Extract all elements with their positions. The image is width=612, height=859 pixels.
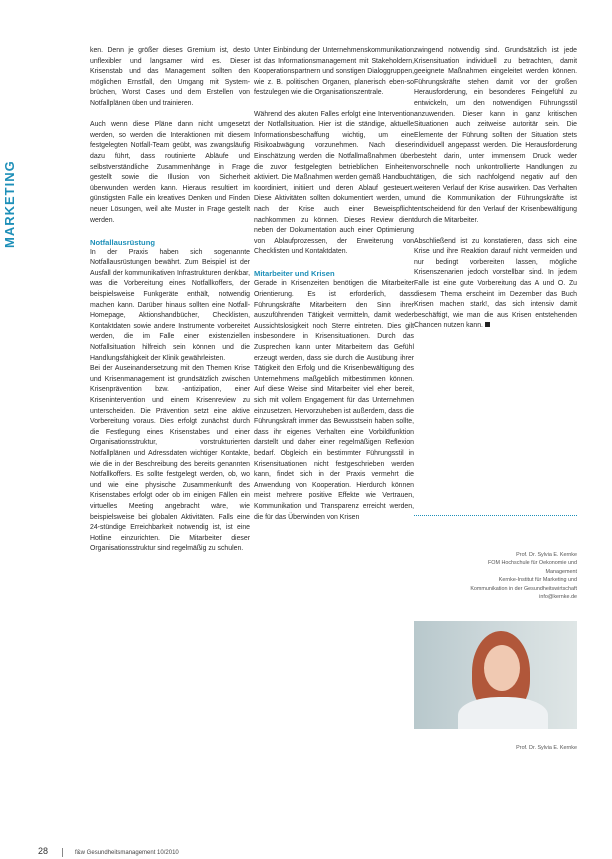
divider [414, 515, 577, 516]
paragraph: zwingend notwendig sind. Grundsätzlich ist jede Krisensituation individuell zu betrachten, damit geeignete Maßnahmen eingeleitet werden können. Führungskräfte stehen damit vor der großen Herausforderung, ein besonderes Feingefühl zu entwickeln, um den notwendigen Führungsstil anzuwenden. Dieser kann in ganz kritischen Situationen auch zeitweise autoritär sein. Die Elemente der Führung sollten der Situation stets individuell angepasst werden. Die Herausforderung besteht darin, unter immensem Druck weder vorschnelle noch unkontrollierte Handlungen zu tätigen, die sich nachfolgend negativ auf den weiteren Verlauf der Krise auswirken. Das Verhalten und die Kommunikation der Führungskräfte ist entscheidend für den Verlauf der Krisenbewältigung durch die Mitarbeiter. [414, 47, 577, 224]
paragraph: Unter Einbindung der Unternehmenskommunikation ist das Informationsmanagement mit Stakeholdern, Kooperationspartnern und sonstigen Dialoggruppen, wie z. B. politischen Organen, planerisch eben-so festzulegen wie die Organisationszentrale. [254, 47, 414, 97]
end-mark-icon [485, 322, 490, 327]
subheading-notfallausruestung: Notfallausrüstung [90, 237, 155, 247]
paragraph: ken. Denn je größer dieses Gremium ist, desto unflexibler und langsamer wird es. Dieser Krisenstab und das Management sollten den möglichen Ernstfall, den Umgang mit System-brüchen, Worst Cases und dem Erstellen von Notfallplänen üben und trainieren. [90, 47, 250, 107]
author-name: Prof. Dr. Sylvia E. Kernke [516, 552, 577, 558]
author-affiliation-1: FOM Hochschule für Oekonomie und [488, 560, 577, 567]
paragraph: Auch wenn diese Pläne dann nicht umgesetzt werden, so werden die Interaktionen mit diesem festgelegten Notfall-Team geübt, was zwangsläufig dazu führt, dass routinierte Abläufe und selbstverständliche Zusammenhänge in Frage gestellt sowie die Illusion von Sicherheit überwunden werden kann. Hieraus resultiert im günstigsten Falle ein kreatives Denken und Finden neuer Lösungen, weil alte Muster in Frage gestellt werden. [90, 121, 250, 224]
author-email: info@kernke.de [539, 594, 577, 601]
author-affiliation-3: Kernke-Institut für Marketing und [498, 577, 577, 584]
text-column-2 [254, 46, 414, 534]
text-column-3 [414, 46, 577, 343]
photo-face [484, 645, 520, 691]
author-info [414, 551, 577, 601]
closing-paragraph: Abschließend ist zu konstatieren, dass sich eine Krise und ihre Reaktion darauf nicht vermeiden und nur bedingt vorbereiten lassen, mögliche Krisenszenarien jedoch vorstellbar sind. In jedem Falle ist eine gute Vorbereitung das A und O. Zu diesem Thema erscheint im Dezember das Buch Krisen machen stark!, das sich intensiv damit beschäftigt, wie man die aus Krisen entstehenden Chancen nutzen kann. [414, 237, 577, 330]
paragraph: In der Praxis haben sich sogenannte Notfallausrüstungen bewährt. Zum Beispiel ist der Ausfall der kommunikativen Infrastrukturen denkbar, was die Vorbereitung eines Notfallkoffers, der beispielsweise Funkgeräte enthält, notwendig machen kann. Darüber hinaus sollten eine Notfall-Homepage, Aktionshandbücher, Checklisten, Kontaktdaten sowie andere Instrumente vorbereitet werden, die im Falle einer existenziellen Notfallsituation hilfreich sein können und die Handlungsfähigkeit der Klinik gewährleisten. [90, 248, 250, 362]
page-number: 28 [38, 846, 49, 856]
paragraph: Gerade in Krisenzeiten benötigen die Mitarbeiter Orientierung. Es ist erforderlich, dass Führungskräfte Mitarbeitern den Sinn ihrer auszuführenden Tätigkeit vermitteln, damit weder Aussichtslosigkeit noch Sterre eintreten. Dies gilt insbesondere in Krisensituationen. Durch das Zusprechen kann unter Mitarbeitern das Gefühl erzeugt werden, dass sie durch die Ausübung ihrer Tätigkeit den Erfolg und die Krisenbewältigung des Unternehmens maßgeblich mitbestimmen können. Auf diese Weise sind Mitarbeiter viel eher bereit, sich mit vollem Engagement für das Unternehmen einzusetzen. Hervorzuheben ist außerdem, dass die Führungskraft immer das Bewusstsein haben sollte, dass ihr eigenes Verhalten eine Vorbildfunktion darstellt und daher einer regelmäßigen Reflexion bedarf. Obgleich ein bestimmter Führungsstil in Krisensituationen nicht festgeschrieben werden kann, findet sich in der Praxis vermehrt die Anwendung von Kooperation. Hierdurch können meist mehrere positive Effekte wie Vertrauen, Kommunikation und Transparenz erreicht werden, die für das Überwinden von Krisen [254, 280, 414, 521]
text-column-1 [90, 46, 250, 566]
author-affiliation-2: Management [545, 568, 577, 575]
author-affiliation-4: Kommunikation in der Gesundheitswirtschaft [470, 585, 577, 592]
paragraph: Während des akuten Falles erfolgt eine Intervention der Notfallsituation. Hier ist die ständige, aktuelle Informationsbeschaffung wichtig, um eine Risikoabwägung vorzunehmen. Nach dieser Einschätzung werden die Notfallmaßnahmen über die zuvor festgelegten betrieblichen Einheiten aktiviert. Die Maßnahmen werden gemäß Handbuch koordiniert, initiiert und deren Ablauf gesteuert. Diese Aktivitäten sollten dokumentiert werden, um nach der Krise auch einer Beweispflicht nachkommen zu können. Dieses Review dient neben der Dokumentation auch einer Optimierung von Ablaufprozessen, der Erweiterung von Checklisten und Kontaktdaten. [254, 110, 414, 256]
footer-divider [62, 848, 63, 857]
paragraph: Bei der Auseinandersetzung mit den Themen Krise und Krisenmanagement ist grundsätzlich zwischen Krisenprävention bzw. -antizipation, einer Krisenintervention und einem Krisenreview zu unterscheiden. Die Prävention setzt eine aktive Vorbereitung voraus. Dies erfolgt zunächst durch die Festlegung eines Krisenstabes und einer Organisationsstruktur, vorstrukturierten Notfallplänen und Adressdaten wichtiger Kontakte, wie die in der Beschreibung des bereits genannten Notfallkoffers. Es sollte festgelegt werden, ob, wo und wie eine physische Zusammenkunft des Krisenstabes erfolgt oder ob im einigen Fällen ein virtuelles Meeting angebracht wäre, wie beispielsweise bei globalen Aktivitäten. Falls eine 24-stündige Erreichbarkeit notwendig ist, ist eine Hotline einzurichten. Die Mitarbeiter dieser Organisationsstruktur sind regelmäßig zu schulen. [90, 365, 250, 553]
photo-body [458, 697, 548, 729]
author-photo [414, 621, 577, 729]
paragraph [414, 237, 577, 332]
publication-name: f&w Gesundheitsmanagement 10/2010 [75, 850, 179, 856]
section-label: MARKETING [2, 160, 17, 248]
photo-caption: Prof. Dr. Sylvia E. Kernke [516, 745, 577, 751]
subheading-mitarbeiter-und-krisen: Mitarbeiter und Krisen [254, 269, 335, 279]
page-footer [38, 846, 179, 857]
